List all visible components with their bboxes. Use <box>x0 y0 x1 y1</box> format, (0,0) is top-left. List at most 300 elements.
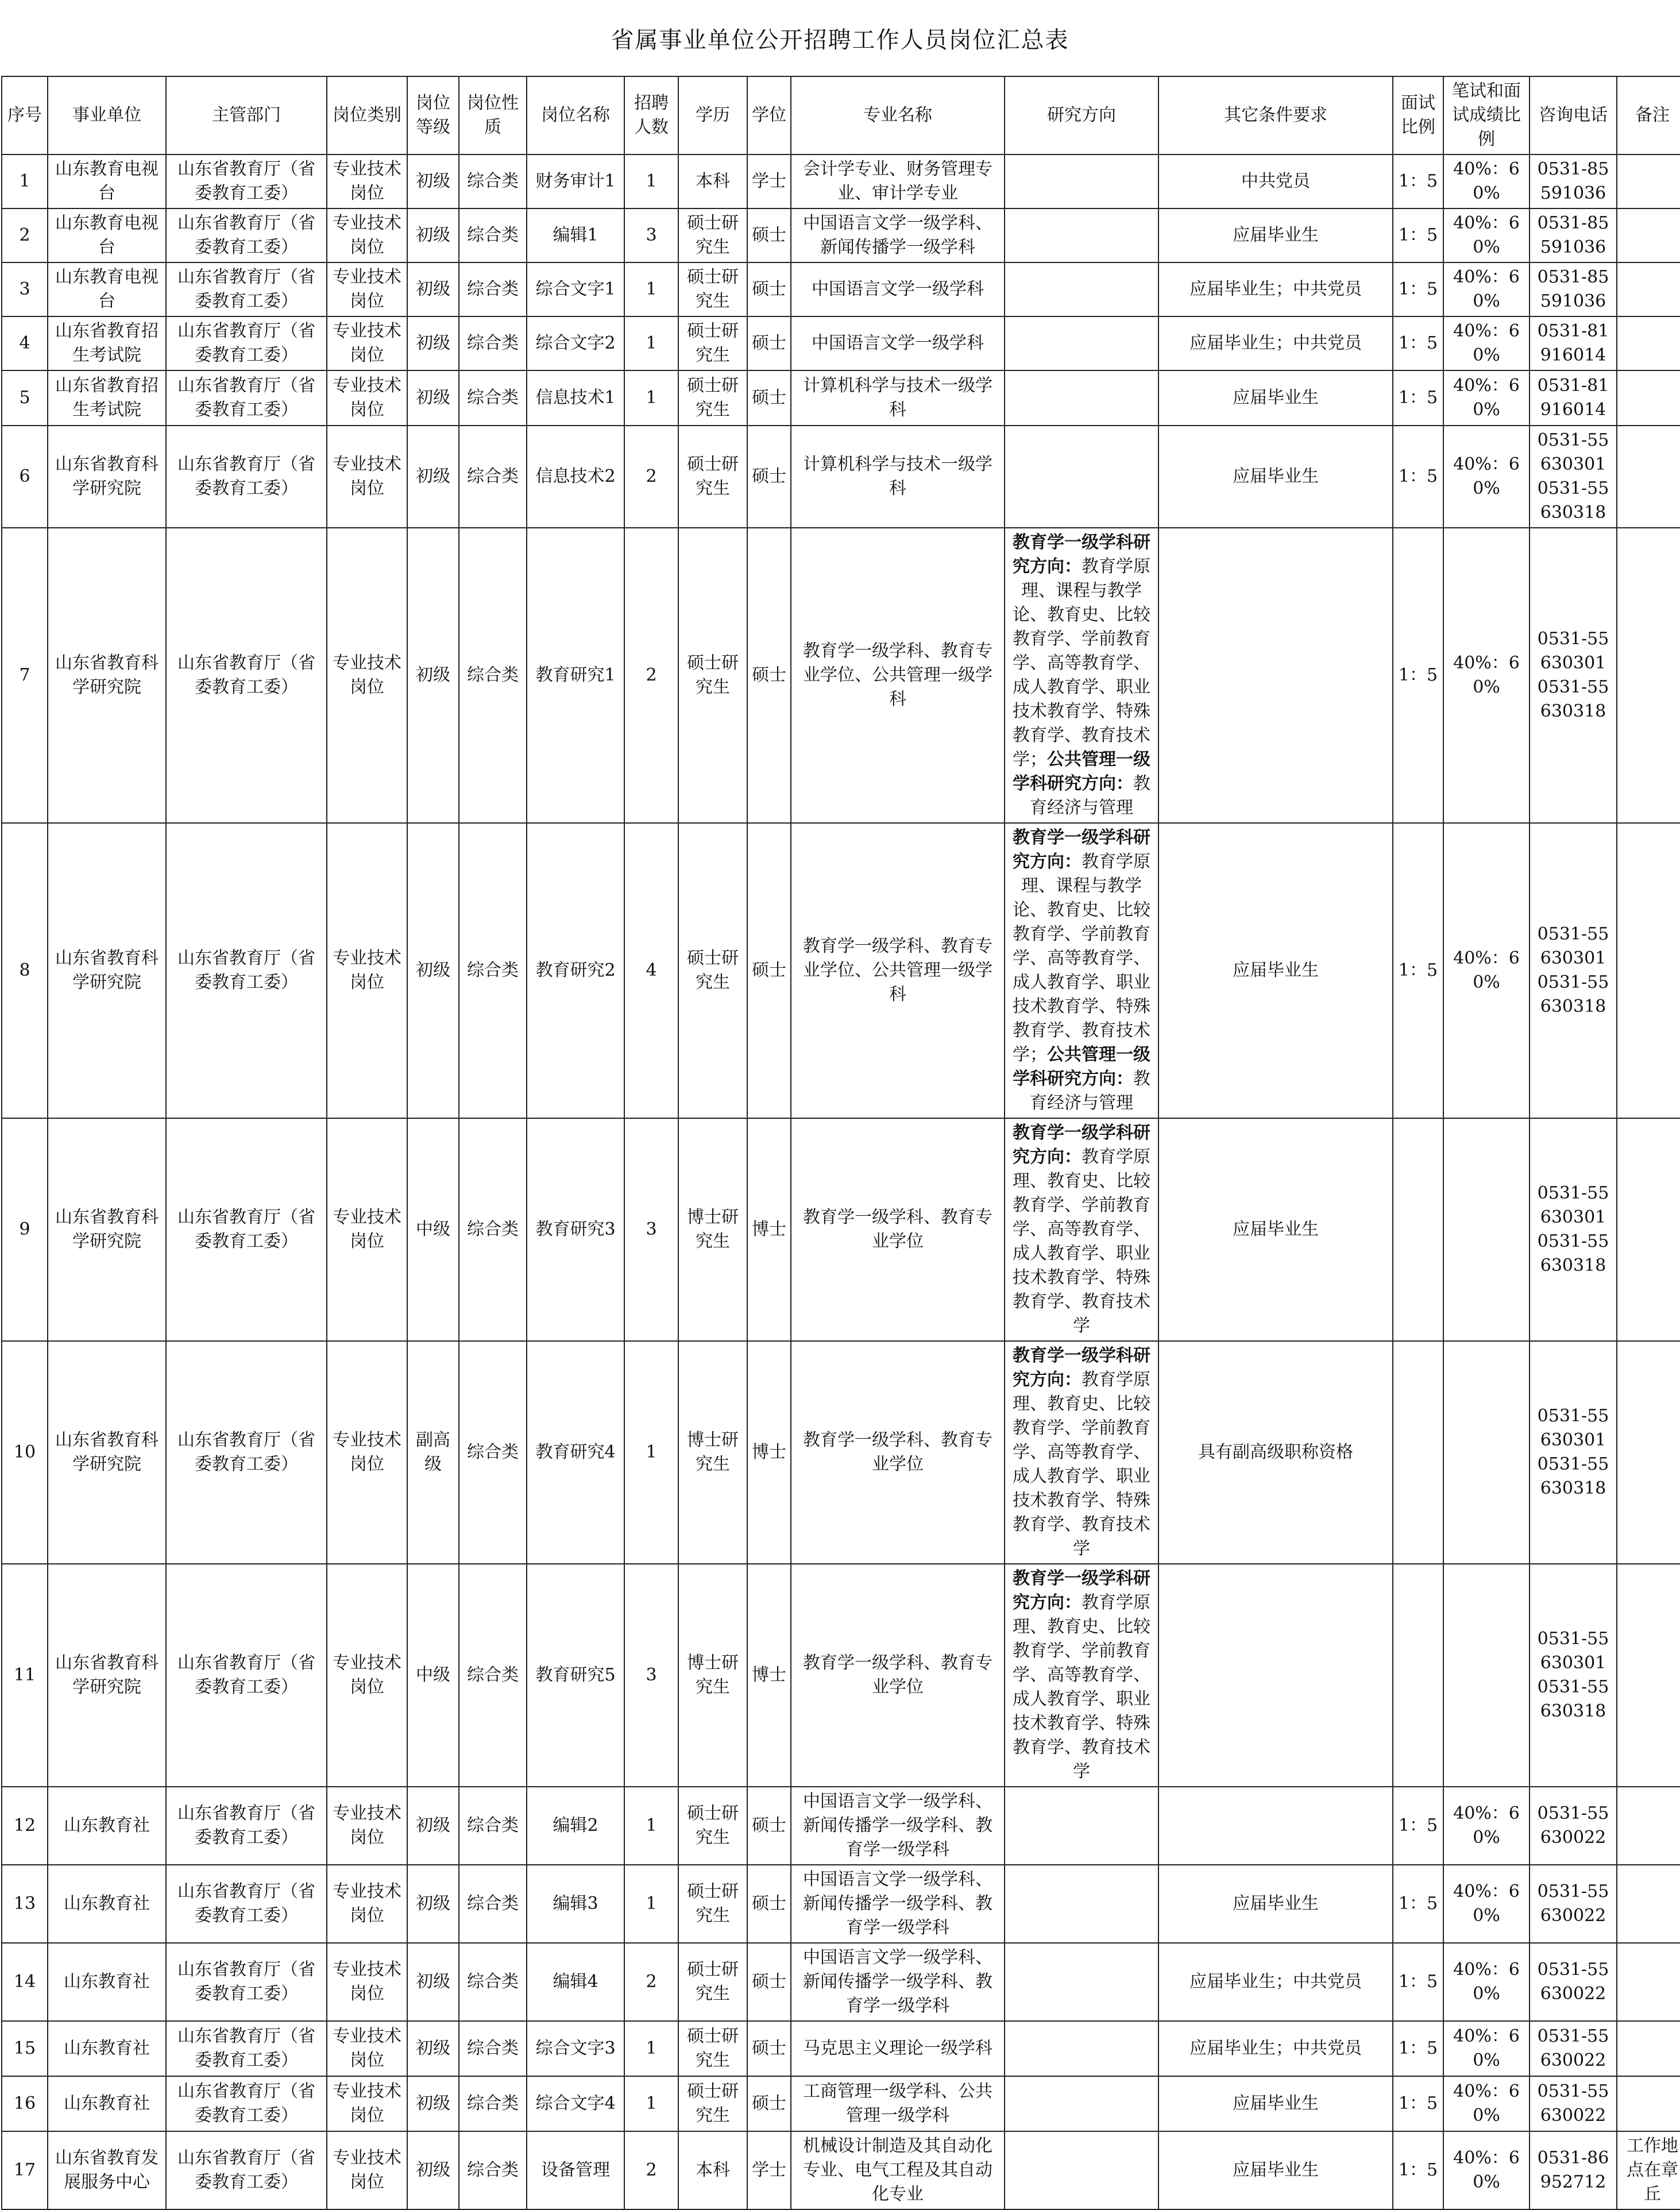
research-cell <box>1005 2076 1158 2131</box>
table-row <box>2 2076 1680 2131</box>
major-cell: 计算机科学与技术一级学科 <box>791 370 1005 426</box>
count-cell: 1 <box>624 1787 678 1865</box>
research-cell <box>1005 316 1158 370</box>
research-cell <box>1005 528 1158 823</box>
unit-cell: 山东教育社 <box>48 2021 166 2076</box>
other-requirements-cell: 应届毕业生 <box>1158 370 1393 426</box>
score-weight-cell: 40%：60% <box>1443 1943 1530 2021</box>
other-requirements-cell: 应届毕业生 <box>1158 1865 1393 1943</box>
header-col-remark: 备注 <box>1617 76 1680 154</box>
category-cell: 专业技术岗位 <box>327 1943 407 2021</box>
phone-cell <box>1530 2021 1617 2076</box>
page-title: 省属事业单位公开招聘工作人员岗位汇总表 <box>611 27 1069 53</box>
research-heading: 公共管理一级学科研究方向： <box>1013 1045 1150 1089</box>
major-cell: 中国语言文学一级学科 <box>791 262 1005 316</box>
category-cell: 专业技术岗位 <box>327 370 407 426</box>
interview-ratio-cell: 1：5 <box>1393 823 1443 1118</box>
post-name-cell: 信息技术2 <box>527 426 624 528</box>
phone-cell <box>1530 2076 1617 2131</box>
phone-cell <box>1530 1865 1617 1943</box>
header-col-category: 岗位类别 <box>327 76 407 154</box>
score-weight-cell: 40%：60% <box>1443 823 1530 1118</box>
phone-number: 0531-81916014 <box>1537 321 1609 365</box>
seq-cell: 1 <box>2 154 48 208</box>
nature-cell: 综合类 <box>459 426 527 528</box>
dept-cell: 山东省教育厅（省委教育工委） <box>166 262 327 316</box>
remark-cell <box>1617 2076 1680 2131</box>
nature-cell: 综合类 <box>459 2131 527 2209</box>
header-col-interview-ratio: 面试比例 <box>1393 76 1443 154</box>
other-requirements-cell <box>1158 1787 1393 1865</box>
category-cell: 专业技术岗位 <box>327 2021 407 2076</box>
major-cell: 中国语言文学一级学科 <box>791 316 1005 370</box>
count-cell: 1 <box>624 154 678 208</box>
nature-cell: 综合类 <box>459 1118 527 1341</box>
remark-cell <box>1617 1865 1680 1943</box>
table-row <box>2 528 1680 823</box>
post-name-cell: 综合文字3 <box>527 2021 624 2076</box>
header-col-edu: 学历 <box>678 76 747 154</box>
level-cell: 初级 <box>407 370 459 426</box>
count-cell: 4 <box>624 823 678 1118</box>
major-cell: 工商管理一级学科、公共管理一级学科 <box>791 2076 1005 2131</box>
nature-cell: 综合类 <box>459 208 527 262</box>
dept-cell: 山东省教育厅（省委教育工委） <box>166 1943 327 2021</box>
nature-cell: 综合类 <box>459 370 527 426</box>
degree-cell: 硕士 <box>747 316 791 370</box>
degree-cell: 博士 <box>747 1564 791 1787</box>
score-weight-cell: 40%：60% <box>1443 208 1530 262</box>
education-cell: 博士研究生 <box>678 1341 747 1564</box>
seq-cell: 3 <box>2 262 48 316</box>
post-name-cell: 综合文字4 <box>527 2076 624 2131</box>
category-cell: 专业技术岗位 <box>327 1118 407 1341</box>
interview-ratio-cell: 1：5 <box>1393 208 1443 262</box>
seq-cell: 4 <box>2 316 48 370</box>
phone-number: 0531-55630022 <box>1537 2081 1609 2126</box>
other-requirements-cell: 应届毕业生；中共党员 <box>1158 1943 1393 2021</box>
level-cell: 初级 <box>407 208 459 262</box>
remark-cell <box>1617 208 1680 262</box>
dept-cell: 山东省教育厅（省委教育工委） <box>166 1865 327 1943</box>
interview-ratio-cell: 1：5 <box>1393 1787 1443 1865</box>
interview-ratio-cell: 1：5 <box>1393 2021 1443 2076</box>
research-text: 教育学原理、教育史、比较教育学、学前教育学、高等教育学、成人教育学、职业技术教育学、特殊教育学、教育技术学 <box>1013 1593 1150 1782</box>
header-col-count: 招聘人数 <box>624 76 678 154</box>
major-cell: 中国语言文学一级学科、新闻传播学一级学科、教育学一级学科 <box>791 1943 1005 2021</box>
category-cell: 专业技术岗位 <box>327 1787 407 1865</box>
nature-cell: 综合类 <box>459 1943 527 2021</box>
major-cell: 会计学专业、财务管理专业、审计学专业 <box>791 154 1005 208</box>
phone-cell <box>1530 1943 1617 2021</box>
level-cell: 初级 <box>407 316 459 370</box>
education-cell: 硕士研究生 <box>678 208 747 262</box>
major-cell: 教育学一级学科、教育专业学位、公共管理一级学科 <box>791 528 1005 823</box>
research-text: 教育经济与管理 <box>1030 1069 1150 1113</box>
research-heading: 教育学一级学科研究方向： <box>1013 1346 1150 1390</box>
level-cell: 初级 <box>407 262 459 316</box>
score-weight-cell: 40%：60% <box>1443 370 1530 426</box>
degree-cell: 硕士 <box>747 370 791 426</box>
unit-cell: 山东省教育招生考试院 <box>48 316 166 370</box>
table-row <box>2 1564 1680 1787</box>
remark-cell: 工作地点在章丘 <box>1617 2131 1680 2209</box>
table-row <box>2 208 1680 262</box>
phone-cell <box>1530 426 1617 528</box>
nature-cell: 综合类 <box>459 1341 527 1564</box>
interview-ratio-cell: 1：5 <box>1393 2076 1443 2131</box>
other-requirements-cell: 应届毕业生 <box>1158 426 1393 528</box>
table-row <box>2 2131 1680 2209</box>
count-cell: 1 <box>624 2021 678 2076</box>
education-cell: 硕士研究生 <box>678 426 747 528</box>
research-text: 教育学原理、课程与教学论、教育史、比较教育学、学前教育学、高等教育学、成人教育学、职业技术教育学、特殊教育学、教育技术学； <box>1013 557 1150 770</box>
remark-cell <box>1617 426 1680 528</box>
education-cell: 硕士研究生 <box>678 2076 747 2131</box>
phone-number: 0531-55630301 <box>1537 1629 1609 1673</box>
major-cell: 机械设计制造及其自动化专业、电气工程及其自动化专业 <box>791 2131 1005 2209</box>
header-col-post: 岗位名称 <box>527 76 624 154</box>
education-cell: 硕士研究生 <box>678 823 747 1118</box>
category-cell: 专业技术岗位 <box>327 262 407 316</box>
unit-cell: 山东省教育科学研究院 <box>48 823 166 1118</box>
unit-cell: 山东省教育科学研究院 <box>48 1118 166 1341</box>
major-cell: 计算机科学与技术一级学科 <box>791 426 1005 528</box>
phone-number: 0531-55630022 <box>1537 1881 1609 1926</box>
dept-cell: 山东省教育厅（省委教育工委） <box>166 2021 327 2076</box>
score-weight-cell: 40%：60% <box>1443 2131 1530 2209</box>
degree-cell: 硕士 <box>747 208 791 262</box>
phone-cell <box>1530 528 1617 823</box>
nature-cell: 综合类 <box>459 262 527 316</box>
unit-cell: 山东省教育科学研究院 <box>48 426 166 528</box>
education-cell: 硕士研究生 <box>678 262 747 316</box>
research-cell <box>1005 426 1158 528</box>
seq-cell: 5 <box>2 370 48 426</box>
positions-table <box>1 76 1680 2210</box>
remark-cell <box>1617 1943 1680 2021</box>
dept-cell: 山东省教育厅（省委教育工委） <box>166 1118 327 1341</box>
nature-cell: 综合类 <box>459 154 527 208</box>
dept-cell: 山东省教育厅（省委教育工委） <box>166 316 327 370</box>
interview-ratio-cell: 1：5 <box>1393 1865 1443 1943</box>
unit-cell: 山东省教育科学研究院 <box>48 1341 166 1564</box>
phone-number: 0531-55630022 <box>1537 1803 1609 1848</box>
post-name-cell: 综合文字2 <box>527 316 624 370</box>
phone-number: 0531-85591036 <box>1537 267 1609 311</box>
table-row <box>2 1787 1680 1865</box>
post-name-cell: 信息技术1 <box>527 370 624 426</box>
remark-cell <box>1617 262 1680 316</box>
post-name-cell: 教育研究1 <box>527 528 624 823</box>
research-cell <box>1005 1787 1158 1865</box>
research-cell <box>1005 370 1158 426</box>
research-heading: 教育学一级学科研究方向： <box>1013 1568 1150 1613</box>
education-cell: 硕士研究生 <box>678 2021 747 2076</box>
seq-cell: 13 <box>2 1865 48 1943</box>
level-cell: 初级 <box>407 2021 459 2076</box>
unit-cell: 山东教育电视台 <box>48 262 166 316</box>
count-cell: 3 <box>624 208 678 262</box>
seq-cell: 17 <box>2 2131 48 2209</box>
other-requirements-cell: 具有副高级职称资格 <box>1158 1341 1393 1564</box>
header-col-seq: 序号 <box>2 76 48 154</box>
level-cell: 初级 <box>407 2076 459 2131</box>
level-cell: 初级 <box>407 528 459 823</box>
other-requirements-cell <box>1158 1564 1393 1787</box>
other-requirements-cell: 应届毕业生 <box>1158 823 1393 1118</box>
score-weight-cell: 40%：60% <box>1443 262 1530 316</box>
table-row <box>2 1943 1680 2021</box>
post-name-cell: 财务审计1 <box>527 154 624 208</box>
seq-cell: 11 <box>2 1564 48 1787</box>
phone-number: 0531-55630301 <box>1537 629 1609 673</box>
score-weight-cell: 40%：60% <box>1443 2021 1530 2076</box>
post-name-cell: 编辑1 <box>527 208 624 262</box>
degree-cell: 博士 <box>747 1118 791 1341</box>
phone-number: 0531-55630318 <box>1537 677 1609 721</box>
phone-number: 0531-55630301 <box>1537 1406 1609 1450</box>
level-cell: 初级 <box>407 154 459 208</box>
table-row <box>2 370 1680 426</box>
research-cell <box>1005 1341 1158 1564</box>
count-cell: 1 <box>624 316 678 370</box>
phone-number: 0531-55630301 <box>1537 430 1609 474</box>
table-row <box>2 823 1680 1118</box>
category-cell: 专业技术岗位 <box>327 823 407 1118</box>
other-requirements-cell <box>1158 528 1393 823</box>
nature-cell: 综合类 <box>459 2076 527 2131</box>
phone-cell <box>1530 1564 1617 1787</box>
research-cell <box>1005 208 1158 262</box>
category-cell: 专业技术岗位 <box>327 154 407 208</box>
nature-cell: 综合类 <box>459 2021 527 2076</box>
post-name-cell: 教育研究2 <box>527 823 624 1118</box>
remark-cell <box>1617 316 1680 370</box>
interview-ratio-cell <box>1393 1564 1443 1787</box>
level-cell: 初级 <box>407 426 459 528</box>
seq-cell: 14 <box>2 1943 48 2021</box>
score-weight-cell <box>1443 1118 1530 1341</box>
category-cell: 专业技术岗位 <box>327 2076 407 2131</box>
remark-cell <box>1617 1341 1680 1564</box>
dept-cell: 山东省教育厅（省委教育工委） <box>166 426 327 528</box>
score-weight-cell <box>1443 1341 1530 1564</box>
research-cell <box>1005 1564 1158 1787</box>
interview-ratio-cell <box>1393 1118 1443 1341</box>
education-cell: 硕士研究生 <box>678 528 747 823</box>
major-cell: 教育学一级学科、教育专业学位 <box>791 1341 1005 1564</box>
level-cell: 初级 <box>407 1865 459 1943</box>
research-text: 教育学原理、课程与教学论、教育史、比较教育学、学前教育学、高等教育学、成人教育学、职业技术教育学、特殊教育学、教育技术学； <box>1013 852 1150 1065</box>
education-cell: 硕士研究生 <box>678 370 747 426</box>
dept-cell: 山东省教育厅（省委教育工委） <box>166 823 327 1118</box>
level-cell: 中级 <box>407 1118 459 1341</box>
seq-cell: 9 <box>2 1118 48 1341</box>
research-cell <box>1005 262 1158 316</box>
table-row <box>2 426 1680 528</box>
other-requirements-cell: 应届毕业生 <box>1158 208 1393 262</box>
seq-cell: 2 <box>2 208 48 262</box>
table-row <box>2 154 1680 208</box>
dept-cell: 山东省教育厅（省委教育工委） <box>166 2131 327 2209</box>
phone-cell <box>1530 370 1617 426</box>
major-cell: 教育学一级学科、教育专业学位 <box>791 1564 1005 1787</box>
unit-cell: 山东教育社 <box>48 1787 166 1865</box>
phone-number: 0531-55630318 <box>1537 1231 1609 1276</box>
dept-cell: 山东省教育厅（省委教育工委） <box>166 2076 327 2131</box>
score-weight-cell: 40%：60% <box>1443 316 1530 370</box>
unit-cell: 山东省教育科学研究院 <box>48 1564 166 1787</box>
phone-number: 0531-55630301 <box>1537 1183 1609 1227</box>
research-cell <box>1005 2131 1158 2209</box>
dept-cell: 山东省教育厅（省委教育工委） <box>166 1564 327 1787</box>
education-cell: 本科 <box>678 2131 747 2209</box>
major-cell: 马克思主义理论一级学科 <box>791 2021 1005 2076</box>
unit-cell: 山东教育电视台 <box>48 208 166 262</box>
phone-cell <box>1530 208 1617 262</box>
degree-cell: 硕士 <box>747 1943 791 2021</box>
research-text: 教育学原理、教育史、比较教育学、学前教育学、高等教育学、成人教育学、职业技术教育学、特殊教育学、教育技术学 <box>1013 1147 1150 1336</box>
score-weight-cell: 40%：60% <box>1443 2076 1530 2131</box>
post-name-cell: 教育研究5 <box>527 1564 624 1787</box>
major-cell: 中国语言文学一级学科、新闻传播学一级学科、教育学一级学科 <box>791 1787 1005 1865</box>
remark-cell <box>1617 370 1680 426</box>
table-row <box>2 1341 1680 1564</box>
count-cell: 2 <box>624 1943 678 2021</box>
count-cell: 2 <box>624 2131 678 2209</box>
count-cell: 1 <box>624 2076 678 2131</box>
phone-cell <box>1530 823 1617 1118</box>
phone-number: 0531-85591036 <box>1537 159 1609 203</box>
count-cell: 1 <box>624 1341 678 1564</box>
nature-cell: 综合类 <box>459 528 527 823</box>
education-cell: 硕士研究生 <box>678 1865 747 1943</box>
count-cell: 1 <box>624 262 678 316</box>
degree-cell: 硕士 <box>747 2021 791 2076</box>
nature-cell: 综合类 <box>459 316 527 370</box>
header-col-score-weight: 笔试和面试成绩比例 <box>1443 76 1530 154</box>
research-cell <box>1005 823 1158 1118</box>
post-name-cell: 设备管理 <box>527 2131 624 2209</box>
phone-cell <box>1530 154 1617 208</box>
education-cell: 硕士研究生 <box>678 316 747 370</box>
header-col-nature: 岗位性质 <box>459 76 527 154</box>
phone-number: 0531-55630318 <box>1537 1454 1609 1498</box>
interview-ratio-cell: 1：5 <box>1393 262 1443 316</box>
interview-ratio-cell: 1：5 <box>1393 426 1443 528</box>
dept-cell: 山东省教育厅（省委教育工委） <box>166 370 327 426</box>
dept-cell: 山东省教育厅（省委教育工委） <box>166 1341 327 1564</box>
degree-cell: 硕士 <box>747 528 791 823</box>
level-cell: 副高级 <box>407 1341 459 1564</box>
dept-cell: 山东省教育厅（省委教育工委） <box>166 154 327 208</box>
research-heading: 教育学一级学科研究方向： <box>1013 828 1150 872</box>
dept-cell: 山东省教育厅（省委教育工委） <box>166 1787 327 1865</box>
seq-cell: 15 <box>2 2021 48 2076</box>
level-cell: 初级 <box>407 1943 459 2021</box>
interview-ratio-cell: 1：5 <box>1393 528 1443 823</box>
nature-cell: 综合类 <box>459 1787 527 1865</box>
header-col-research: 研究方向 <box>1005 76 1158 154</box>
post-name-cell: 综合文字1 <box>527 262 624 316</box>
post-name-cell: 教育研究3 <box>527 1118 624 1341</box>
category-cell: 专业技术岗位 <box>327 426 407 528</box>
post-name-cell: 编辑4 <box>527 1943 624 2021</box>
phone-number: 0531-55630022 <box>1537 1960 1609 2004</box>
other-requirements-cell: 应届毕业生；中共党员 <box>1158 262 1393 316</box>
phone-number: 0531-55630022 <box>1537 2026 1609 2070</box>
research-heading: 教育学一级学科研究方向： <box>1013 532 1150 577</box>
post-name-cell: 编辑2 <box>527 1787 624 1865</box>
unit-cell: 山东教育社 <box>48 2076 166 2131</box>
degree-cell: 硕士 <box>747 2076 791 2131</box>
research-cell <box>1005 154 1158 208</box>
degree-cell: 学士 <box>747 2131 791 2209</box>
remark-cell <box>1617 1564 1680 1787</box>
category-cell: 专业技术岗位 <box>327 316 407 370</box>
post-name-cell: 编辑3 <box>527 1865 624 1943</box>
nature-cell: 综合类 <box>459 823 527 1118</box>
phone-number: 0531-55630318 <box>1537 972 1609 1017</box>
other-requirements-cell: 应届毕业生 <box>1158 2131 1393 2209</box>
remark-cell <box>1617 1787 1680 1865</box>
phone-number: 0531-55630318 <box>1537 478 1609 523</box>
table-header-row <box>2 76 1680 154</box>
table-row <box>2 1865 1680 1943</box>
count-cell: 3 <box>624 1564 678 1787</box>
category-cell: 专业技术岗位 <box>327 1564 407 1787</box>
degree-cell: 博士 <box>747 1341 791 1564</box>
degree-cell: 硕士 <box>747 1865 791 1943</box>
header-col-level: 岗位等级 <box>407 76 459 154</box>
phone-cell <box>1530 1341 1617 1564</box>
degree-cell: 学士 <box>747 154 791 208</box>
research-text: 教育学原理、教育史、比较教育学、学前教育学、高等教育学、成人教育学、职业技术教育学、特殊教育学、教育技术学 <box>1013 1370 1150 1559</box>
seq-cell: 7 <box>2 528 48 823</box>
other-requirements-cell: 应届毕业生 <box>1158 2076 1393 2131</box>
research-cell <box>1005 1943 1158 2021</box>
education-cell: 博士研究生 <box>678 1118 747 1341</box>
other-requirements-cell: 应届毕业生；中共党员 <box>1158 316 1393 370</box>
seq-cell: 6 <box>2 426 48 528</box>
research-heading: 公共管理一级学科研究方向： <box>1013 749 1150 794</box>
seq-cell: 10 <box>2 1341 48 1564</box>
other-requirements-cell: 应届毕业生；中共党员 <box>1158 2021 1393 2076</box>
degree-cell: 硕士 <box>747 823 791 1118</box>
score-weight-cell: 40%：60% <box>1443 1865 1530 1943</box>
unit-cell: 山东教育社 <box>48 1943 166 2021</box>
unit-cell: 山东教育社 <box>48 1865 166 1943</box>
category-cell: 专业技术岗位 <box>327 528 407 823</box>
table-row <box>2 2021 1680 2076</box>
education-cell: 硕士研究生 <box>678 1943 747 2021</box>
major-cell: 中国语言文学一级学科、新闻传播学一级学科、教育学一级学科 <box>791 1865 1005 1943</box>
phone-number: 0531-55630318 <box>1537 1677 1609 1721</box>
unit-cell: 山东省教育发展服务中心 <box>48 2131 166 2209</box>
research-cell <box>1005 1118 1158 1341</box>
score-weight-cell: 40%：60% <box>1443 528 1530 823</box>
major-cell: 中国语言文学一级学科、新闻传播学一级学科 <box>791 208 1005 262</box>
education-cell: 博士研究生 <box>678 1564 747 1787</box>
category-cell: 专业技术岗位 <box>327 1341 407 1564</box>
research-cell <box>1005 1865 1158 1943</box>
score-weight-cell: 40%：60% <box>1443 1787 1530 1865</box>
remark-cell <box>1617 1118 1680 1341</box>
degree-cell: 硕士 <box>747 1787 791 1865</box>
score-weight-cell <box>1443 1564 1530 1787</box>
interview-ratio-cell: 1：5 <box>1393 370 1443 426</box>
